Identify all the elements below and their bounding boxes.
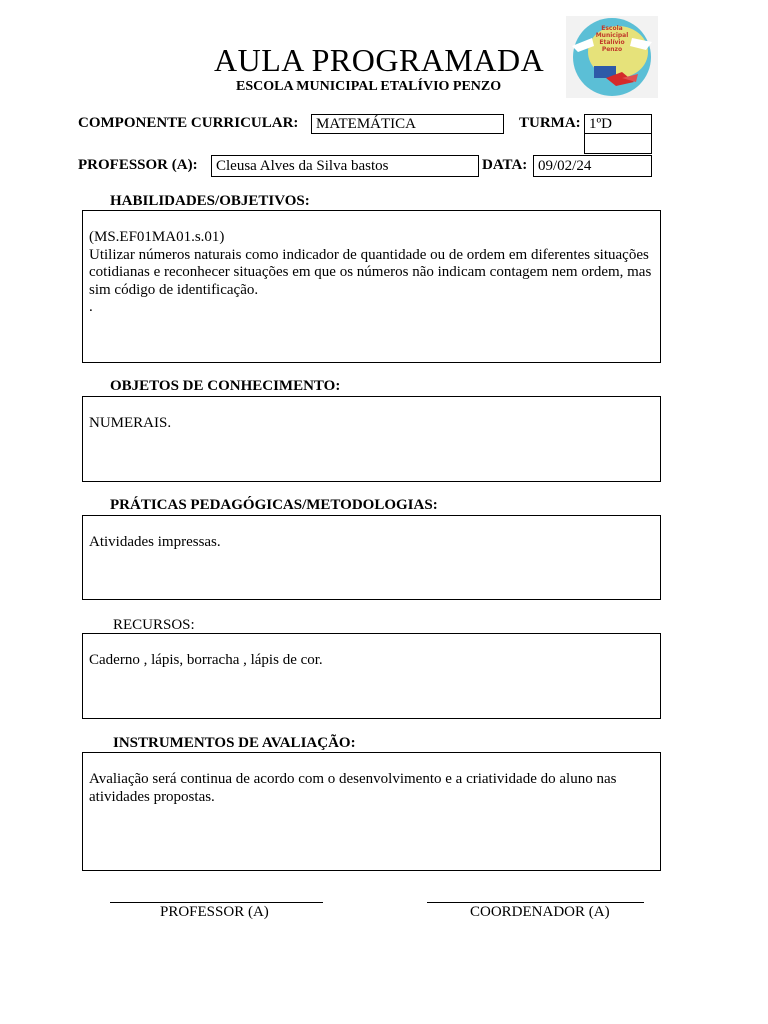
logo-line-3: Etalívio [599,39,625,46]
instrumentos-box[interactable] [82,752,661,871]
praticas-heading: PRÁTICAS PEDAGÓGICAS/METODOLOGIAS: [110,497,438,513]
school-logo-icon [566,16,658,98]
componente-label: COMPONENTE CURRICULAR: [78,115,299,131]
school-name: ESCOLA MUNICIPAL ETALÍVIO PENZO [236,79,502,94]
turma-label: TURMA: [519,115,581,131]
objetos-text: NUMERAIS. [89,415,172,431]
logo-line-1: Escola [601,25,623,32]
professor-label: PROFESSOR (A): [78,157,198,173]
praticas-text: Atividades impressas. [89,534,221,550]
recursos-heading: RECURSOS: [113,617,195,633]
logo-line-2: Municipal [595,32,629,39]
instrumentos-text: Avaliação será continua de acordo com o desenvolvimento e a criatividade do aluno nas atividades propostas. [89,771,617,805]
professor-field[interactable]: Cleusa Alves da Silva bastos [211,155,479,177]
habilidades-code: (MS.EF01MA01.s.01) [89,229,225,245]
data-field[interactable]: 09/02/24 [533,155,652,177]
praticas-box[interactable] [82,515,661,600]
habilidades-text: Utilizar números naturais como indicador de quantidade ou de ordem em diferentes situações cotidianas e reconhecer situações em que os números não indicam contagem nem ordem, mas sim código de identificação. [89,246,652,298]
school-logo [566,16,658,98]
habilidades-heading: HABILIDADES/OBJETIVOS: [110,193,310,209]
turma-extra-cell [584,134,652,154]
coordenador-signature-line [427,902,644,903]
logo-line-4: Penzo [601,46,623,53]
instrumentos-heading: INSTRUMENTOS DE AVALIAÇÃO: [113,735,356,751]
turma-field[interactable]: 1ºD [584,114,652,134]
habilidades-trail: . [89,299,93,315]
objetos-box[interactable] [82,396,661,482]
professor-signature-label: PROFESSOR (A) [160,904,269,920]
objetos-heading: OBJETOS DE CONHECIMENTO: [110,378,341,394]
recursos-box[interactable] [82,633,661,719]
coordenador-signature-label: COORDENADOR (A) [470,904,610,920]
professor-signature-line [110,902,323,903]
data-label: DATA: [482,157,528,173]
recursos-text: Caderno , lápis, borracha , lápis de cor. [89,652,323,668]
habilidades-box[interactable] [82,210,661,363]
page-title: AULA PROGRAMADA [214,42,545,78]
componente-field[interactable]: MATEMÁTICA [311,114,504,134]
